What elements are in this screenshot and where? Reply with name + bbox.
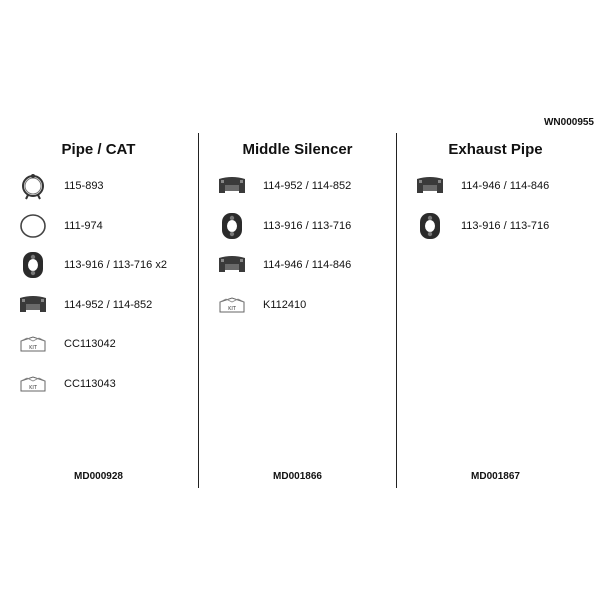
- part-item: [415, 171, 549, 201]
- part-item: [217, 290, 306, 320]
- part-number: 114-952 / 114-852: [263, 180, 352, 192]
- rubber-mount-icon: [18, 250, 48, 280]
- hanger-bracket-icon: [18, 290, 48, 320]
- rubber-mount-icon: [217, 211, 247, 241]
- part-item: [18, 211, 103, 241]
- part-item: [18, 369, 116, 399]
- hanger-bracket-icon: [415, 171, 445, 201]
- part-number: CC113042: [64, 338, 116, 350]
- column-1: [198, 133, 396, 488]
- part-item: [217, 250, 351, 280]
- column-2: [396, 133, 594, 488]
- part-item: [18, 250, 167, 280]
- part-number: 113-916 / 113-716: [263, 220, 352, 232]
- column-title: Middle Silencer: [242, 141, 353, 158]
- part-number: K112410: [263, 299, 307, 311]
- reference-code: WN000955: [543, 117, 594, 128]
- kit-icon: [18, 369, 48, 399]
- rubber-mount-icon: [415, 211, 445, 241]
- column-code: MD000928: [74, 471, 123, 482]
- part-item: [415, 211, 549, 241]
- ring-gasket-icon: [18, 211, 48, 241]
- hanger-bracket-icon: [217, 250, 247, 280]
- svg-text:KIT: KIT: [29, 345, 37, 351]
- column-code: MD001866: [273, 471, 322, 482]
- part-item: [18, 329, 116, 359]
- hanger-bracket-icon: [217, 171, 247, 201]
- part-item: [18, 290, 152, 320]
- part-item: [217, 211, 351, 241]
- part-number: 114-946 / 114-846: [461, 180, 550, 192]
- column-0: [0, 133, 197, 488]
- part-item: [18, 171, 104, 201]
- part-item: [217, 171, 351, 201]
- kit-icon: [18, 329, 48, 359]
- clamp-icon: [18, 171, 48, 201]
- column-code: MD001867: [471, 471, 520, 482]
- part-number: 115-893: [64, 180, 104, 192]
- column-title: Exhaust Pipe: [448, 141, 543, 158]
- kit-icon: [217, 290, 247, 320]
- part-number: CC113043: [64, 378, 116, 390]
- part-number: 114-952 / 114-852: [64, 299, 153, 311]
- part-number: 113-916 / 113-716 x2: [64, 259, 167, 271]
- column-title: Pipe / CAT: [61, 141, 136, 158]
- part-number: 111-974: [64, 220, 103, 232]
- part-number: 114-946 / 114-846: [263, 259, 352, 271]
- svg-text:KIT: KIT: [29, 385, 37, 391]
- part-number: 113-916 / 113-716: [461, 220, 550, 232]
- svg-text:KIT: KIT: [228, 306, 236, 312]
